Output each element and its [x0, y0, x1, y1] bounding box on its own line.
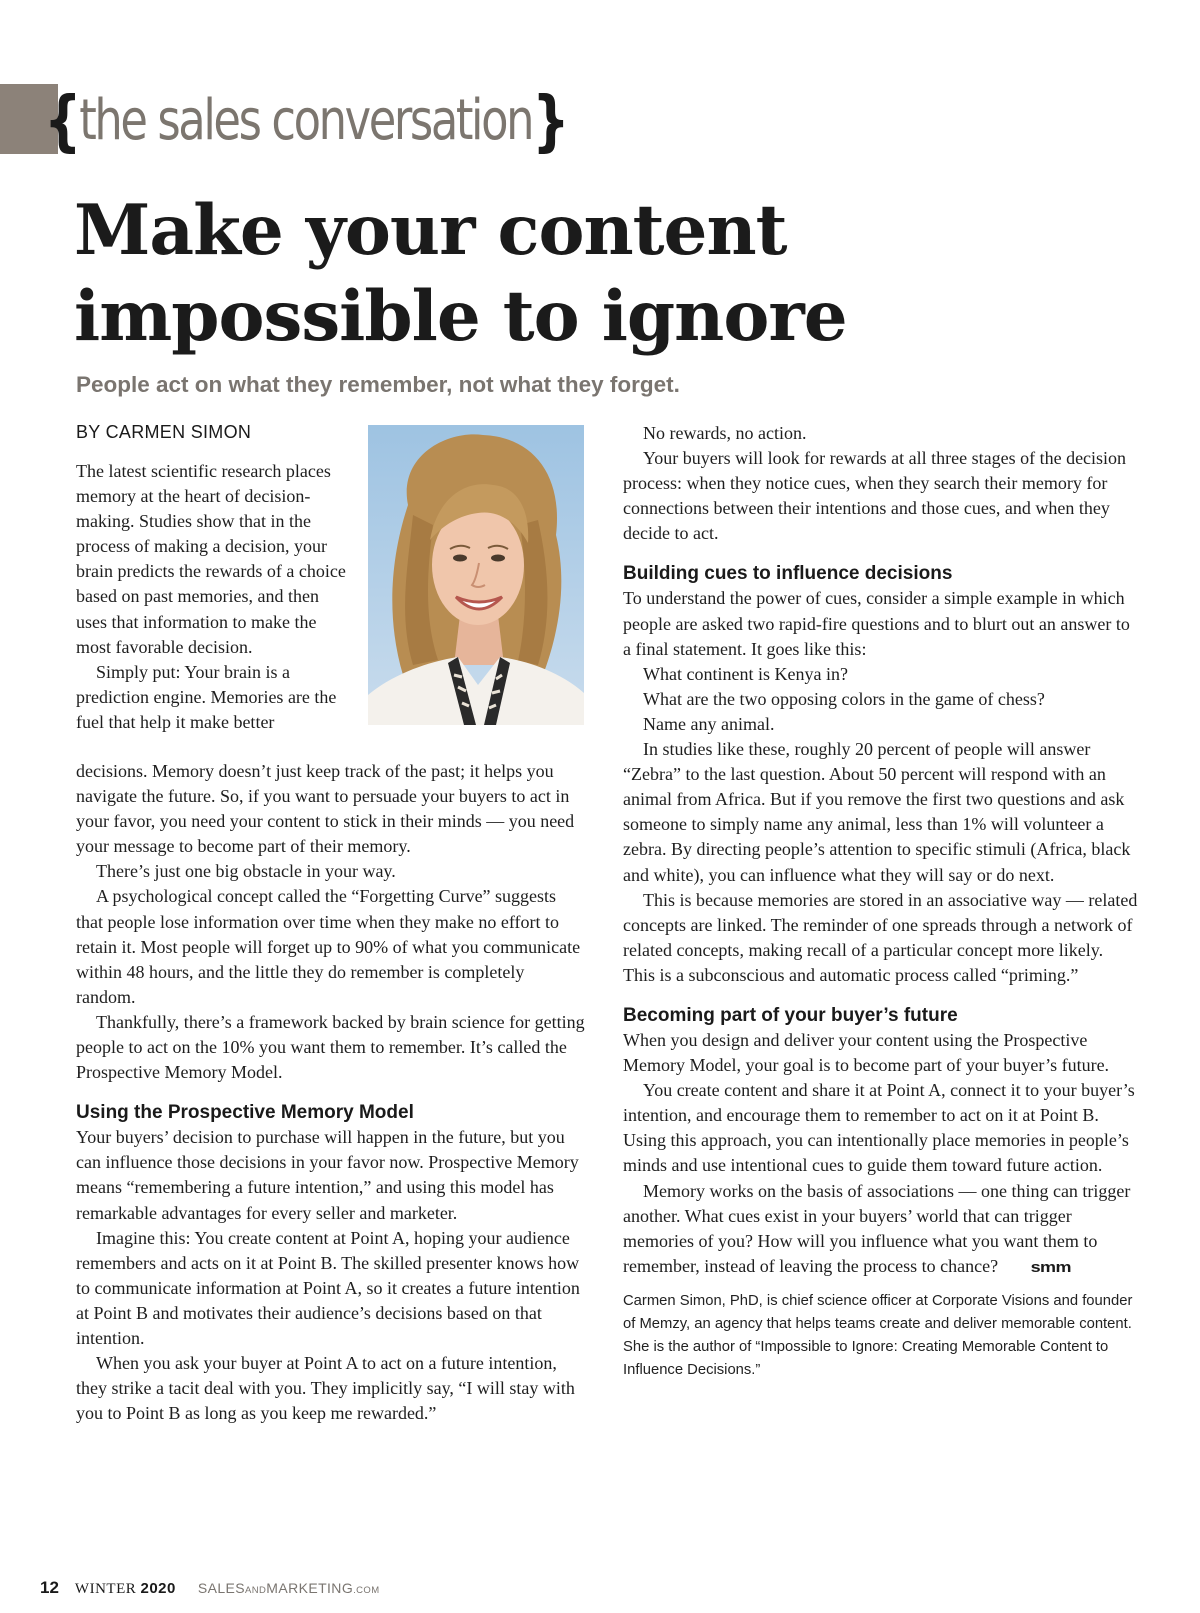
site-name-part: MARKETING [266, 1580, 354, 1596]
open-brace: { [44, 81, 80, 159]
paragraph: There’s just one big obstacle in your way. [96, 861, 396, 882]
paragraph: You create content and share it at Point A, connect it to your buyer’s intention, and encourage them to remember to act on it at Point B. Using this approach, you can intentionally place memories in people’s minds and use intentional cues to guide them toward future action. [623, 1080, 1135, 1176]
paragraph: What continent is Kenya in? [643, 663, 848, 684]
column2-text [623, 421, 1138, 1382]
subheading: Becoming part of your buyer’s future [623, 1004, 958, 1026]
author-portrait-image [368, 425, 584, 725]
paragraph: Your buyers’ decision to purchase will happen in the future, but you can influence those decisions in your favor now. Prospective Memory means “remembering a future intention,” and using this model has remarkable advantages for every seller and marketer. [76, 1127, 579, 1223]
paragraph: Your buyers will look for rewards at all three stages of the decision process: when they notice cues, when they search their memory for connections between their intentions and those cues, and when they decide to act. [623, 448, 1127, 544]
paragraph: decisions. Memory doesn’t just keep track of the past; it helps you navigate the future. So, if you want to persuade your buyers to act in your favor, you need your content to stick in their minds — you need your message to become part of their memory. [76, 761, 575, 857]
paragraph: When you design and deliver your content using the Prospective Memory Model, your goal is to become part of your buyer’s future. [623, 1029, 1110, 1076]
paragraph: When you ask your buyer at Point A to act on a future intention, they strike a tacit deal with you. They implicitly say, “I will stay with you to Point B as long as you keep me rewarded.” [76, 1353, 575, 1424]
issue-year: 2020 [140, 1580, 176, 1597]
site-name-part: AND [245, 1585, 267, 1596]
article-deck: People act on what they remember, not what they forget. [76, 372, 680, 397]
paragraph-text: Memory works on the basis of associations — one thing can trigger another. What cues exist in your buyers’ world that can trigger memories of you? How will you influence what you want them to remember, instead of leaving the process to chance? [623, 1180, 1131, 1276]
author-photo [368, 425, 584, 725]
paragraph: This is because memories are stored in an associative way — related concepts are linked. The reminder of one spreads through a network of related concepts, making recall of a particular concept more likely. This is a subconscious and automatic process called “priming.” [623, 889, 1138, 985]
paragraph: To understand the power of cues, consider a simple example in which people are asked two rapid-fire questions and to blurt out an answer to a final statement. It goes like this: [623, 588, 1130, 659]
site-name-part: .COM [353, 1585, 380, 1596]
subheading: Building cues to influence decisions [623, 563, 953, 585]
issue-date [75, 1580, 176, 1598]
paragraph: No rewards, no action. [643, 423, 807, 443]
paragraph: Thankfully, there’s a framework backed by brain science for getting people to act on the 10% you want them to remember. It’s called the Prospective Memory Model. [76, 1011, 585, 1083]
site-name [198, 1580, 380, 1596]
issue-season: WINTER [74, 1581, 137, 1597]
paragraph: Name any animal. [643, 713, 775, 734]
subheading: Using the Prospective Memory Model [76, 1102, 414, 1124]
paragraph: In studies like these, roughly 20 percent of people will answer “Zebra” to the last question. About 50 percent will respond with an animal from Africa. But if you remove the first two questions and ask someone to simply name any animal, less than 1% will volunteer a zebra. By directing people’s attention to specific stimuli (Africa, black and white), you can influence what they will say or do next. [623, 739, 1131, 885]
column1-wrapped-text [76, 459, 346, 735]
section-label [44, 81, 568, 159]
page-number: 12 [40, 1578, 59, 1597]
paragraph: A psychological concept called the “Forgetting Curve” suggests that people lose information over time when they make no effort to retain it. Most people will forget up to 90% of what you communicate within 48 hours, and the little they do remember is completely random. [76, 886, 581, 1007]
author-bio: Carmen Simon, PhD, is chief science officer at Corporate Visions and founder of Memzy, an agency that helps teams create and deliver memorable content. She is the author of “Impossible to Ignore: Creating Memorable Content to Influence Decisions.” [623, 1292, 1133, 1378]
paragraph: Simply put: Your brain is a prediction engine. Memories are the fuel that help it make better [76, 661, 337, 732]
paragraph [623, 1179, 1138, 1280]
paragraph: Imagine this: You create content at Point A, hoping your audience remembers and acts on it at Point B. The skilled presenter knows how to communicate information at Point A, so it creates a future intention at Point B and motivates their audience’s decisions based on that intention. [76, 1227, 580, 1348]
site-name-part: SALES [197, 1580, 246, 1596]
page-footer [40, 1578, 380, 1598]
close-brace: } [532, 81, 568, 159]
section-title: the sales conversation [79, 87, 533, 153]
paragraph: The latest scientific research places memory at the heart of decision-making. Studies show that in the process of making a decision, your brain predicts the rewards of a choice based on past memories, and then uses that information to make the most favorable decision. [76, 461, 346, 657]
paragraph: What are the two opposing colors in the game of chess? [643, 688, 1045, 709]
end-mark-logo: smm [1030, 1258, 1072, 1276]
column1-text [76, 759, 586, 1426]
byline: BY CARMEN SIMON [76, 422, 252, 442]
article-headline: Make your content impossible to ignore [74, 190, 847, 357]
